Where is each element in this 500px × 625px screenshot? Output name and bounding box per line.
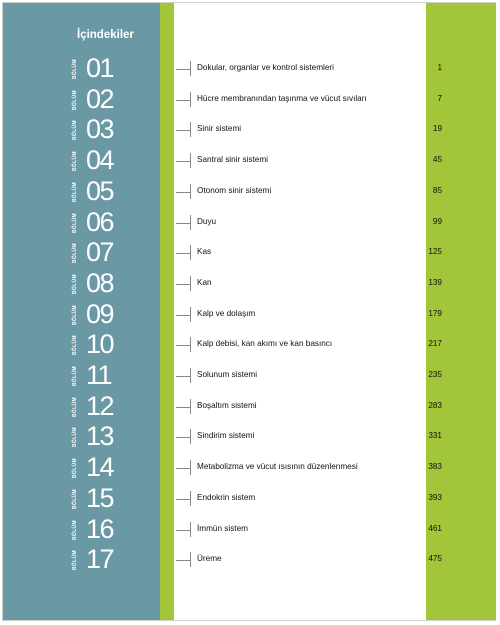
section-label: BÖLÜM	[72, 366, 78, 386]
page-number: 45	[432, 155, 442, 165]
chapter-title[interactable]: Üreme	[197, 554, 222, 564]
chapter-number: 12	[86, 390, 114, 421]
connector-line	[176, 130, 190, 131]
connector-line	[176, 192, 190, 193]
chapter-title[interactable]: Solunum sistemi	[197, 370, 258, 379]
chapter-title[interactable]: Kan	[197, 277, 212, 287]
page-number: 99	[432, 216, 442, 226]
section-label: BÖLÜM	[72, 89, 78, 110]
connector-tick	[190, 491, 191, 506]
section-label: BÖLÜM	[72, 151, 78, 172]
toc-entry[interactable]	[0, 299, 500, 330]
toc-entry[interactable]	[0, 544, 500, 575]
chapter-number: 03	[86, 114, 114, 145]
connector-line	[176, 437, 190, 438]
chapter-title[interactable]: Duyu	[197, 216, 217, 226]
chapter-number: 08	[86, 267, 114, 298]
section-label: BÖLÜM	[72, 335, 78, 356]
page-number: 85	[432, 185, 442, 195]
connector-line	[176, 315, 190, 316]
chapter-title[interactable]: İmmün sistem	[197, 523, 248, 533]
connector-line	[176, 345, 190, 346]
connector-tick	[190, 276, 191, 291]
connector-tick	[190, 460, 191, 475]
chapter-title[interactable]: Dokular, organlar ve kontrol sistemleri	[197, 63, 334, 72]
connector-tick	[190, 245, 191, 260]
toc-entry[interactable]	[0, 114, 500, 145]
page-number: 461	[428, 523, 442, 533]
connector-tick	[190, 61, 191, 76]
toc-entry[interactable]	[0, 145, 500, 176]
chapter-title[interactable]: Sindirim sistemi	[197, 431, 255, 441]
chapter-number: 06	[86, 206, 114, 237]
chapter-number: 11	[86, 360, 112, 390]
page-number: 19	[432, 124, 442, 134]
chapter-number: 04	[86, 145, 114, 176]
section-label: BÖLÜM	[72, 273, 78, 294]
page-number: 7	[437, 93, 442, 103]
connector-tick	[190, 522, 191, 537]
chapter-title[interactable]: Kalp ve dolaşım	[197, 308, 256, 318]
chapter-number: 09	[86, 298, 114, 329]
section-label: BÖLÜM	[72, 181, 78, 202]
section-label: BÖLÜM	[72, 396, 78, 417]
section-label: BÖLÜM	[72, 550, 78, 571]
connector-line	[176, 284, 190, 285]
toc-entry[interactable]	[0, 360, 500, 391]
page-number: 139	[428, 277, 442, 287]
toc-entry[interactable]	[0, 84, 500, 115]
section-label: BÖLÜM	[72, 212, 78, 233]
chapter-title[interactable]: Hücre membranından taşınma ve vücut sıvıları	[197, 93, 367, 103]
connector-line	[176, 69, 190, 70]
chapter-title[interactable]: Kas	[197, 247, 212, 257]
toc-entry[interactable]	[0, 207, 500, 238]
connector-line	[176, 560, 190, 561]
toc-entry[interactable]	[0, 421, 500, 452]
toc-entry[interactable]	[0, 268, 500, 299]
section-label: BÖLÜM	[72, 304, 78, 325]
toc-entry[interactable]	[0, 329, 500, 360]
toc-entry[interactable]	[0, 483, 500, 514]
connector-line	[176, 407, 190, 408]
connector-tick	[190, 307, 191, 322]
toc-entry[interactable]	[0, 514, 500, 545]
chapter-title[interactable]: Sinir sistemi	[197, 124, 242, 134]
chapter-number: 02	[86, 83, 114, 114]
chapter-title[interactable]: Santral sinir sistemi	[197, 155, 268, 165]
section-label: BÖLÜM	[72, 59, 78, 79]
section-label: BÖLÜM	[72, 427, 78, 448]
connector-tick	[190, 122, 191, 137]
connector-tick	[190, 184, 191, 199]
page-number: 331	[428, 431, 442, 441]
toc-heading: İçindekiler	[77, 29, 134, 41]
toc-entry[interactable]	[0, 176, 500, 207]
connector-tick	[190, 153, 191, 168]
chapter-title[interactable]: Otonom sinir sistemi	[197, 185, 272, 195]
chapter-number: 16	[86, 513, 114, 544]
page-number: 393	[428, 492, 442, 502]
page-number: 217	[428, 339, 442, 349]
connector-line	[176, 253, 190, 254]
section-label: BÖLÜM	[72, 519, 78, 540]
toc-entry[interactable]	[0, 391, 500, 422]
section-label: BÖLÜM	[72, 120, 78, 141]
section-label: BÖLÜM	[72, 488, 78, 509]
connector-line	[176, 223, 190, 224]
chapter-title[interactable]: Kalp debisi, kan akımı ve kan basıncı	[197, 339, 333, 349]
page-number: 125	[428, 247, 442, 257]
page-number: 1	[437, 63, 442, 72]
page-number: 283	[428, 400, 442, 410]
connector-line	[176, 499, 190, 500]
connector-line	[176, 530, 190, 531]
connector-line	[176, 376, 190, 377]
toc-entry[interactable]	[0, 53, 500, 84]
chapter-number: 14	[86, 452, 114, 483]
page-number: 235	[428, 370, 442, 379]
connector-tick	[190, 337, 191, 352]
page-number: 383	[428, 462, 442, 472]
connector-tick	[190, 399, 191, 414]
connector-tick	[190, 429, 191, 444]
page-number: 179	[428, 308, 442, 318]
chapter-number: 13	[86, 421, 114, 452]
connector-line	[176, 161, 190, 162]
connector-tick	[190, 552, 191, 567]
page-number: 475	[428, 554, 442, 564]
toc-entry[interactable]	[0, 452, 500, 483]
connector-line	[176, 468, 190, 469]
chapter-number: 17	[86, 544, 114, 575]
chapter-title[interactable]: Endokrin sistem	[197, 492, 256, 502]
connector-line	[176, 100, 190, 101]
chapter-number: 01	[86, 53, 114, 83]
section-label: BÖLÜM	[72, 243, 78, 264]
toc-entry[interactable]	[0, 237, 500, 268]
chapter-title[interactable]: Boşaltım sistemi	[197, 400, 257, 410]
connector-tick	[190, 368, 191, 383]
connector-tick	[190, 215, 191, 230]
chapter-number: 05	[86, 175, 114, 206]
chapter-number: 15	[86, 482, 114, 513]
chapter-number: 07	[86, 237, 114, 268]
chapter-title[interactable]: Metabolizma ve vücut ısısının düzenlenmesi	[197, 462, 358, 472]
connector-tick	[190, 92, 191, 107]
chapter-number: 10	[86, 329, 114, 360]
section-label: BÖLÜM	[72, 458, 78, 479]
